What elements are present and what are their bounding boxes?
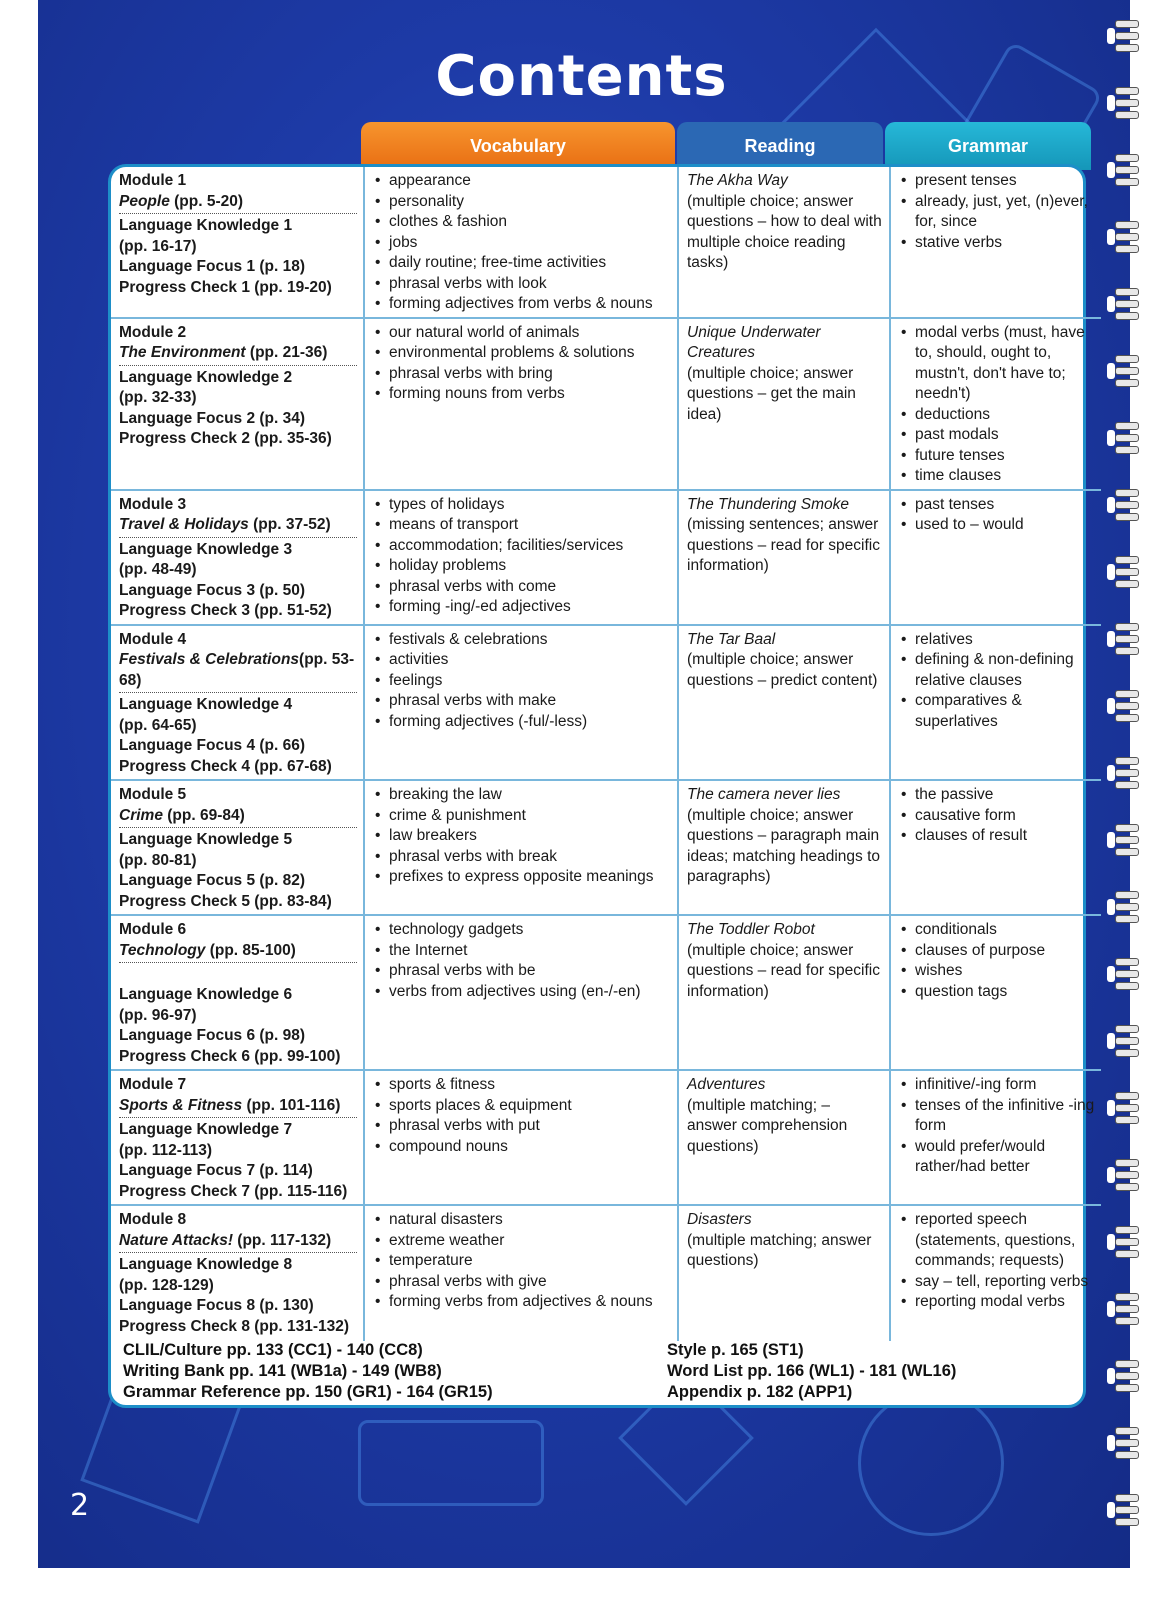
grammar-item: • used to – would [899, 515, 1095, 536]
reading-cell [678, 915, 890, 1070]
grammar-item: • relatives [899, 630, 1095, 651]
grammar-item: • the passive [899, 785, 1095, 806]
vocabulary-item: • phrasal verbs with make [373, 691, 671, 712]
module-section: (pp. 128-129) [119, 1276, 214, 1294]
module-pages: (pp. 117-132) [233, 1231, 332, 1249]
vocabulary-item: • breaking the law [373, 785, 671, 806]
vocabulary-cell [364, 915, 678, 1070]
reading-tasks: (multiple choice; answer questions – predict content) [687, 651, 878, 689]
vocabulary-item: • accommodation; facilities/services [373, 536, 671, 557]
module-cell [111, 318, 364, 490]
module-number: Module 1 [119, 172, 187, 189]
contents-table [111, 167, 1101, 1341]
footer-line: Word List pp. 166 (WL1) - 181 (WL16) [667, 1362, 957, 1380]
module-cell [111, 490, 364, 625]
vocabulary-item: • law breakers [373, 826, 671, 847]
module-section: (pp. 112-113) [119, 1141, 213, 1159]
vocabulary-item: • phrasal verbs with break [373, 847, 671, 868]
module-section: Language Knowledge 6 [119, 986, 293, 1003]
grammar-item: • time clauses [899, 466, 1095, 487]
grammar-item: • modal verbs (must, have to, should, ought to, mustn't, don't have to; needn't) [899, 323, 1095, 405]
reading-title: The Tar Baal [687, 630, 776, 648]
module-section: (pp. 64-65) [119, 716, 197, 734]
spiral-ring [1115, 1226, 1141, 1256]
module-pages: (pp. 101-116) [242, 1096, 341, 1114]
module-topic: Travel & Holidays [119, 516, 249, 533]
module-topic: Crime [119, 806, 163, 824]
reading-cell [678, 1205, 890, 1341]
grammar-list [899, 1075, 1095, 1178]
vocabulary-cell [364, 318, 678, 490]
grammar-list [899, 920, 1095, 1002]
module-cell [111, 780, 364, 915]
grammar-list [899, 1210, 1095, 1313]
reading-tasks: (multiple matching; – answer comprehension questions) [687, 1096, 848, 1155]
grammar-item: • wishes [899, 961, 1095, 982]
vocabulary-item: • extreme weather [373, 1231, 671, 1252]
vocabulary-item: • prefixes to express opposite meanings [373, 867, 671, 888]
module-topic: Nature Attacks! [119, 1231, 233, 1249]
vocabulary-cell [364, 490, 678, 625]
vocabulary-item: • sports & fitness [373, 1075, 671, 1096]
module-section: Progress Check 6 (pp. 99-100) [119, 1047, 341, 1065]
footer-line: Appendix p. 182 (APP1) [667, 1383, 853, 1401]
module-cell [111, 625, 364, 781]
vocabulary-list [373, 920, 671, 1002]
module-pages: (pp. 53-68) [119, 651, 355, 689]
vocabulary-item: • forming -ing/-ed adjectives [373, 597, 671, 618]
vocabulary-list [373, 323, 671, 405]
vocabulary-item: • phrasal verbs with put [373, 1116, 671, 1137]
vocabulary-item: • feelings [373, 671, 671, 692]
spiral-ring [1115, 757, 1141, 787]
module-topic-line [119, 1231, 357, 1254]
grammar-item: • infinitive/-ing form [899, 1075, 1095, 1096]
reading-cell [678, 625, 890, 781]
vocabulary-item: • our natural world of animals [373, 323, 671, 344]
grammar-item: • past modals [899, 425, 1095, 446]
vocabulary-list [373, 785, 671, 888]
module-number: Module 8 [119, 1211, 187, 1228]
grammar-item: • comparatives & superlatives [899, 691, 1095, 732]
vocabulary-item: • means of transport [373, 515, 671, 536]
module-section: Language Knowledge 3 [119, 540, 293, 558]
module-row [111, 625, 1101, 781]
spacer [119, 965, 357, 985]
module-section: Language Focus 7 (p. 114) [119, 1162, 313, 1179]
reading-cell [678, 780, 890, 915]
vocabulary-item: • compound nouns [373, 1137, 671, 1158]
spiral-ring [1115, 422, 1141, 452]
module-row [111, 1070, 1101, 1205]
grammar-list [899, 323, 1095, 487]
footer-line: Writing Bank pp. 141 (WB1a) - 149 (WB8) [123, 1362, 442, 1380]
grammar-cell [890, 1070, 1101, 1205]
spiral-ring [1115, 690, 1141, 720]
grammar-list [899, 495, 1095, 536]
vocabulary-list [373, 171, 671, 315]
module-pages: (pp. 85-100) [205, 941, 296, 959]
vocabulary-list [373, 1075, 671, 1157]
vocabulary-item: • phrasal verbs with come [373, 577, 671, 598]
decor-ring [858, 1390, 1004, 1536]
footer-left [123, 1340, 643, 1403]
grammar-cell [890, 625, 1101, 781]
spiral-ring [1115, 221, 1141, 251]
grammar-item: • clauses of purpose [899, 941, 1095, 962]
reading-title: Unique Underwater Creatures [687, 323, 821, 361]
vocabulary-list [373, 1210, 671, 1313]
vocabulary-item: • holiday problems [373, 556, 671, 577]
grammar-item: • reported speech (statements, questions, commands; requests) [899, 1210, 1095, 1272]
module-section: Language Knowledge 2 [119, 368, 293, 386]
vocabulary-item: • appearance [373, 171, 671, 192]
module-section: (pp. 80-81) [119, 851, 197, 869]
reading-cell [678, 318, 890, 490]
module-topic-line [119, 343, 357, 366]
module-pages: (pp. 21-36) [245, 344, 328, 361]
module-section: Progress Check 3 (pp. 51-52) [119, 602, 332, 619]
module-row [111, 915, 1101, 1070]
spiral-ring [1115, 1092, 1141, 1122]
grammar-item: • question tags [899, 982, 1095, 1003]
module-number: Module 2 [119, 323, 187, 341]
module-pages: (pp. 69-84) [162, 806, 245, 824]
grammar-cell [890, 490, 1101, 625]
module-section: (pp. 48-49) [119, 561, 197, 578]
module-topic: Technology [119, 941, 206, 959]
grammar-item: • stative verbs [899, 233, 1095, 254]
module-section: Language Knowledge 5 [119, 831, 293, 848]
module-section: (pp. 32-33) [119, 389, 197, 406]
vocabulary-item: • daily routine; free-time activities [373, 253, 671, 274]
vocabulary-item: • forming verbs from adjectives & nouns [373, 1292, 671, 1313]
spiral-ring [1115, 1427, 1141, 1457]
reading-cell [678, 490, 890, 625]
reading-tasks: (multiple choice; answer questions – get the main idea) [687, 364, 856, 423]
vocabulary-item: • jobs [373, 233, 671, 254]
decor-box [358, 1420, 544, 1506]
grammar-item: • reporting modal verbs [899, 1292, 1095, 1313]
reading-title: Disasters [687, 1211, 752, 1228]
spiral-ring [1115, 154, 1141, 184]
vocabulary-item: • temperature [373, 1251, 671, 1272]
spiral-ring [1115, 355, 1141, 385]
grammar-cell [890, 915, 1101, 1070]
reading-tab: Reading [677, 122, 883, 170]
module-number: Module 3 [119, 495, 187, 513]
module-section: (pp. 96-97) [119, 1006, 197, 1024]
page-number: 2 [70, 1488, 90, 1523]
page-left-edge [16, 0, 38, 1568]
vocabulary-cell [364, 1205, 678, 1341]
footer-right [667, 1340, 1067, 1403]
grammar-item: • already, just, yet, (n)ever, for, since [899, 192, 1095, 233]
vocabulary-item: • phrasal verbs with look [373, 274, 671, 295]
module-section: Language Focus 1 (p. 18) [119, 258, 306, 275]
module-topic-line [119, 515, 357, 538]
vocabulary-cell [364, 167, 678, 318]
spiral-ring [1115, 891, 1141, 921]
module-section: Progress Check 2 (pp. 35-36) [119, 430, 332, 447]
grammar-item: • causative form [899, 806, 1095, 827]
vocabulary-item: • technology gadgets [373, 920, 671, 941]
vocabulary-list [373, 495, 671, 618]
spiral-binding [1109, 20, 1149, 1560]
module-topic-line [119, 650, 357, 693]
reading-title: The Thundering Smoke [687, 495, 849, 513]
vocabulary-list [373, 630, 671, 733]
grammar-tab: Grammar [885, 122, 1091, 170]
vocabulary-cell [364, 780, 678, 915]
grammar-item: • clauses of result [899, 826, 1095, 847]
module-row [111, 318, 1101, 490]
spiral-ring [1115, 1025, 1141, 1055]
module-section: (pp. 16-17) [119, 237, 197, 255]
vocabulary-item: • crime & punishment [373, 806, 671, 827]
reading-title: The camera never lies [687, 786, 841, 803]
column-tabs [361, 122, 1091, 170]
module-section: Progress Check 4 (pp. 67-68) [119, 757, 332, 775]
module-number: Module 5 [119, 786, 187, 803]
module-row [111, 780, 1101, 915]
module-pages: (pp. 5-20) [169, 192, 244, 210]
vocabulary-item: • environmental problems & solutions [373, 343, 671, 364]
reading-tasks: (missing sentences; answer questions – read for specific information) [687, 516, 880, 574]
spiral-ring [1115, 288, 1141, 318]
module-section: Progress Check 1 (pp. 19-20) [119, 278, 332, 296]
reading-cell [678, 1070, 890, 1205]
module-cell [111, 915, 364, 1070]
grammar-cell [890, 1205, 1101, 1341]
spiral-ring [1115, 958, 1141, 988]
grammar-list [899, 171, 1095, 253]
vocabulary-item: • activities [373, 650, 671, 671]
module-number: Module 4 [119, 630, 187, 648]
module-section: Language Focus 6 (p. 98) [119, 1027, 306, 1044]
grammar-item: • present tenses [899, 171, 1095, 192]
module-section: Progress Check 8 (pp. 131-132) [119, 1317, 350, 1335]
module-topic-line [119, 192, 357, 215]
spiral-ring [1115, 1293, 1141, 1323]
footer-line: Grammar Reference pp. 150 (GR1) - 164 (GR15) [123, 1383, 493, 1401]
vocabulary-item: • verbs from adjectives using (en-/-en) [373, 982, 671, 1003]
vocabulary-item: • natural disasters [373, 1210, 671, 1231]
module-topic: People [119, 192, 170, 210]
vocabulary-item: • clothes & fashion [373, 212, 671, 233]
grammar-list [899, 630, 1095, 733]
module-topic: Sports & Fitness [119, 1096, 243, 1114]
module-topic-line [119, 806, 357, 829]
module-section: Language Knowledge 8 [119, 1256, 293, 1273]
grammar-cell [890, 167, 1101, 318]
vocabulary-item: • festivals & celebrations [373, 630, 671, 651]
module-section: Language Knowledge 4 [119, 696, 293, 713]
vocabulary-item: • phrasal verbs with be [373, 961, 671, 982]
vocabulary-item: • forming nouns from verbs [373, 384, 671, 405]
module-cell [111, 167, 364, 318]
module-topic-line [119, 1096, 357, 1119]
spiral-ring [1115, 824, 1141, 854]
module-cell [111, 1205, 364, 1341]
vocabulary-item: • personality [373, 192, 671, 213]
grammar-item: • future tenses [899, 446, 1095, 467]
vocabulary-item: • forming adjectives from verbs & nouns [373, 294, 671, 315]
grammar-cell [890, 780, 1101, 915]
reading-title: The Akha Way [687, 172, 788, 189]
module-section: Language Focus 2 (p. 34) [119, 409, 306, 427]
reading-title: Adventures [687, 1076, 766, 1093]
spiral-ring [1115, 1494, 1141, 1524]
module-number: Module 7 [119, 1076, 187, 1093]
grammar-item: • deductions [899, 405, 1095, 426]
grammar-item: • would prefer/would rather/had better [899, 1137, 1095, 1178]
vocabulary-item: • the Internet [373, 941, 671, 962]
module-number: Module 6 [119, 921, 187, 938]
module-cell [111, 1070, 364, 1205]
vocabulary-item: • phrasal verbs with bring [373, 364, 671, 385]
vocabulary-item: • sports places & equipment [373, 1096, 671, 1117]
vocabulary-item: • types of holidays [373, 495, 671, 516]
grammar-item: • conditionals [899, 920, 1095, 941]
vocabulary-item: • phrasal verbs with give [373, 1272, 671, 1293]
module-topic: Festivals & Celebrations [119, 651, 300, 668]
module-section: Language Focus 5 (p. 82) [119, 872, 306, 889]
grammar-cell [890, 318, 1101, 490]
reading-tasks: (multiple matching; answer questions) [687, 1231, 872, 1269]
spiral-ring [1115, 623, 1141, 653]
spiral-ring [1115, 556, 1141, 586]
footer-line: Style p. 165 (ST1) [667, 1341, 804, 1359]
grammar-list [899, 785, 1095, 847]
grammar-item: • tenses of the infinitive -ing form [899, 1096, 1095, 1137]
module-section: Language Knowledge 1 [119, 217, 293, 234]
vocabulary-tab: Vocabulary [361, 122, 675, 170]
reading-tasks: (multiple choice; answer questions – how to deal with multiple choice reading tasks) [687, 192, 882, 271]
vocabulary-item: • forming adjectives (-ful/-less) [373, 712, 671, 733]
module-row [111, 490, 1101, 625]
page-title: Contents [435, 44, 728, 109]
module-section: Language Focus 3 (p. 50) [119, 581, 306, 599]
vocabulary-cell [364, 625, 678, 781]
module-row [111, 167, 1101, 318]
grammar-item: • past tenses [899, 495, 1095, 516]
reading-title: The Toddler Robot [687, 921, 815, 938]
footer-line: CLIL/Culture pp. 133 (CC1) - 140 (CC8) [123, 1341, 423, 1359]
module-topic-line [119, 941, 357, 964]
module-section: Progress Check 7 (pp. 115-116) [119, 1182, 348, 1200]
vocabulary-cell [364, 1070, 678, 1205]
reading-tasks: (multiple choice; answer questions – read for specific information) [687, 941, 880, 1000]
module-topic: The Environment [119, 344, 246, 361]
reading-cell [678, 167, 890, 318]
module-section: Language Focus 4 (p. 66) [119, 737, 306, 754]
grammar-item: • defining & non-defining relative clauses [899, 650, 1095, 691]
module-section: Language Knowledge 7 [119, 1121, 293, 1138]
spiral-ring [1115, 1360, 1141, 1390]
module-section: Progress Check 5 (pp. 83-84) [119, 892, 332, 910]
spiral-ring [1115, 1159, 1141, 1189]
module-section: Language Focus 8 (p. 130) [119, 1297, 314, 1314]
module-pages: (pp. 37-52) [248, 516, 331, 533]
reading-tasks: (multiple choice; answer questions – paragraph main ideas; matching headings to paragraphs) [687, 806, 881, 885]
spiral-ring [1115, 489, 1141, 519]
grammar-item: • say – tell, reporting verbs [899, 1272, 1095, 1293]
module-row [111, 1205, 1101, 1341]
